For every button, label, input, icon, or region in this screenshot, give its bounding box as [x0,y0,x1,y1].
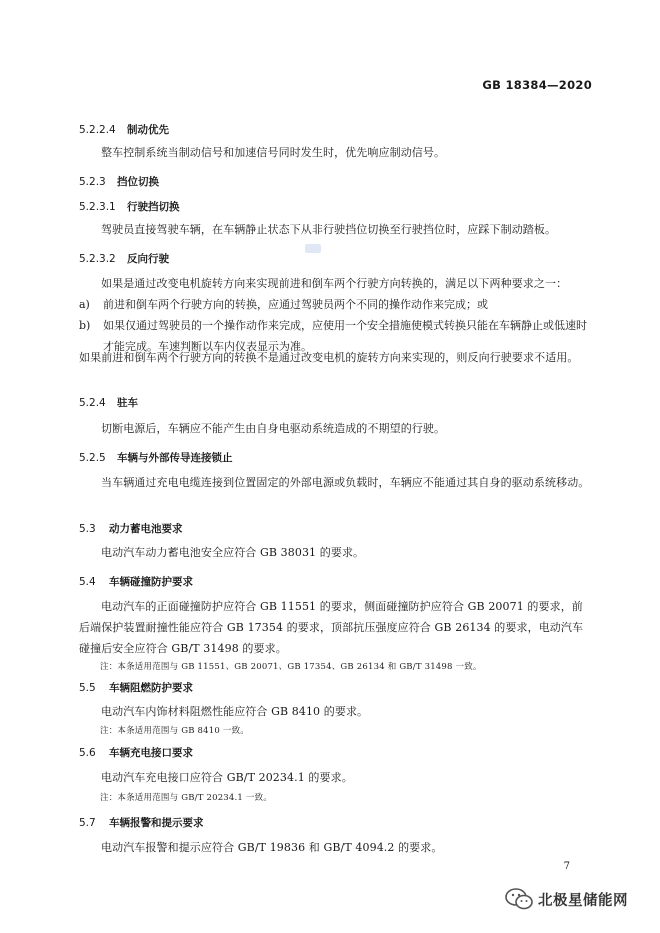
list-marker: b) [79,319,91,332]
paragraph: 如果是通过改变电机旋转方向来实现前进和倒车两个行驶方向转换的，满足以下两种要求之一： [101,277,568,290]
brand-watermark [504,886,628,912]
heading-number: 5.2.3 [79,176,106,188]
heading-5-5 [79,680,193,695]
heading-title: 车辆充电接口要求 [109,747,193,759]
heading-number: 5.2.5 [79,452,106,464]
standard-code: GB 18384—2020 [482,78,592,92]
paragraph: 电动汽车充电接口应符合 GB/T 20234.1 的要求。 [101,771,353,784]
paragraph: 切断电源后，车辆应不能产生由自身电驱动系统造成的不期望的行驶。 [101,422,446,435]
heading-title: 车辆与外部传导连接锁止 [117,452,233,464]
watermark-icon [305,244,321,253]
paragraph: 当车辆通过充电电缆连接到位置固定的外部电源或负载时，车辆应不能通过其自身的驱动系统移动。 [101,476,590,489]
list-text: 如果仅通过驾驶员的一个操作动作来完成，应使用一个安全措施使模式转换只能在车辆静止或低速时才能完成。车速判断以车内仪表显示为准。 [103,319,587,353]
heading-title: 驻车 [117,397,138,409]
heading-title: 动力蓄电池要求 [109,523,183,535]
wechat-logo-icon [504,886,534,912]
heading-title: 制动优先 [127,124,169,136]
heading-title: 车辆碰撞防护要求 [109,576,193,588]
list-text: 前进和倒车两个行驶方向的转换，应通过驾驶员两个不同的操作动作来完成；或 [103,298,488,311]
paragraph: 电动汽车动力蓄电池安全应符合 GB 38031 的要求。 [101,546,365,559]
heading-5-7 [79,815,204,830]
heading-title: 挡位切换 [117,176,159,188]
heading-5-2-3-1 [79,199,180,214]
heading-number: 5.7 [79,817,96,829]
heading-title: 反向行驶 [127,253,169,265]
paragraph: 如果前进和倒车两个行驶方向的转换不是通过改变电机的旋转方向来实现的，则反向行驶要求不适用。 [79,351,579,364]
list-marker: a) [79,298,90,311]
list-item-a [79,294,591,315]
paragraph: 电动汽车的正面碰撞防护应符合 GB 11551 的要求，侧面碰撞防护应符合 GB 20071 的要求，前后端保护装置耐撞性能应符合 GB 17354 的要求，顶部抗压强度应符合 GB 26134 的要求，电动汽车碰撞后安全应符合 GB/T 31498 的要求。 [79,600,584,655]
heading-5-2-5 [79,450,233,465]
heading-5-4 [79,574,193,589]
list-item-b [79,315,591,353]
heading-5-2-4 [79,395,138,410]
heading-number: 5.2.2.4 [79,124,116,136]
paragraph: 电动汽车报警和提示应符合 GB/T 19836 和 GB/T 4094.2 的要求。 [101,841,443,854]
note: 注：本条适用范围与 GB 11551、GB 20071、GB 17354、GB 26134 和 GB/T 31498 一致。 [100,662,482,672]
brand-name: 北极星储能网 [538,892,628,909]
heading-title: 车辆报警和提示要求 [109,817,204,829]
heading-number: 5.6 [79,747,96,759]
paragraph: 电动汽车内饰材料阻燃性能应符合 GB 8410 的要求。 [101,705,369,718]
heading-number: 5.5 [79,682,96,694]
heading-5-3 [79,521,183,536]
page-number: 7 [563,861,570,872]
heading-5-2-3-2 [79,251,169,266]
heading-title: 车辆阻燃防护要求 [109,682,193,694]
heading-5-2-3 [79,174,159,189]
note: 注：本条适用范围与 GB 8410 一致。 [100,726,249,736]
paragraph: 驾驶员直接驾驶车辆，在车辆静止状态下从非行驶挡位切换至行驶挡位时，应踩下制动踏板。 [101,223,557,236]
heading-number: 5.3 [79,523,96,535]
heading-number: 5.4 [79,576,96,588]
heading-number: 5.2.4 [79,397,106,409]
heading-5-6 [79,745,193,760]
heading-number: 5.2.3.2 [79,253,116,265]
note: 注：本条适用范围与 GB/T 20234.1 一致。 [100,793,273,803]
heading-number: 5.2.3.1 [79,201,116,213]
heading-5-2-2-4 [79,122,169,137]
heading-title: 行驶挡切换 [127,201,180,213]
paragraph: 整车控制系统当制动信号和加速信号同时发生时，优先响应制动信号。 [101,146,446,159]
